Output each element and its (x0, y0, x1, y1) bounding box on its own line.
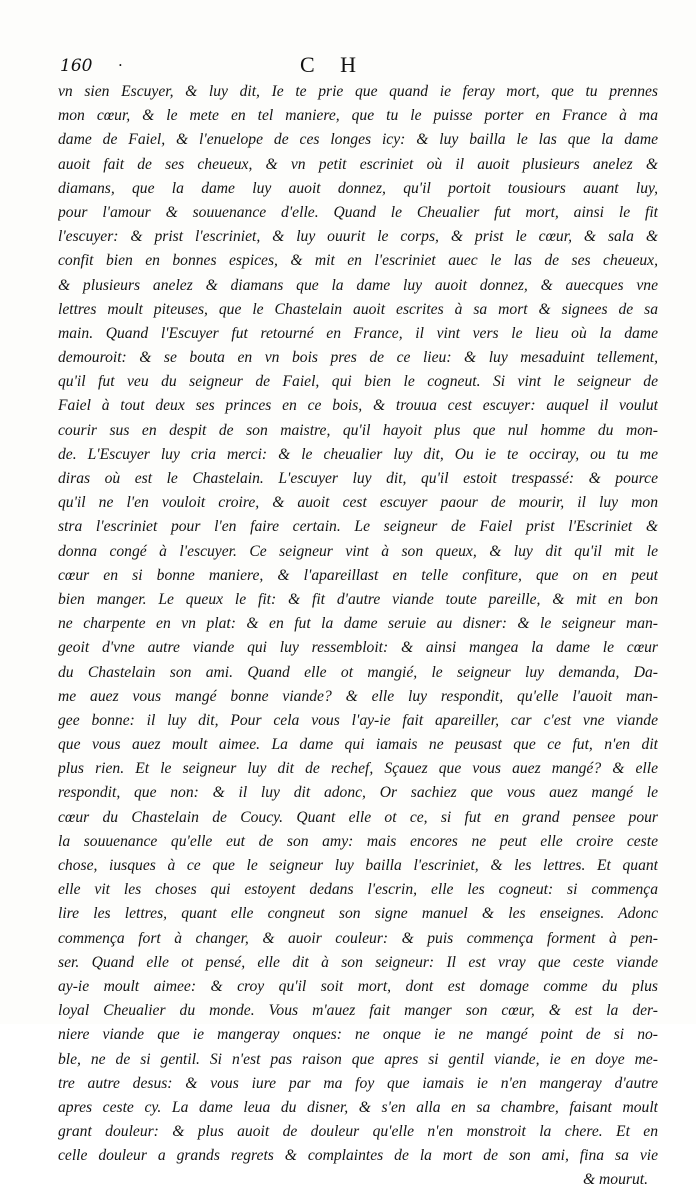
text-line: cœur en si bonne maniere, & l'apareillast en telle confiture, que on en peut (58, 566, 658, 584)
page-header (0, 52, 696, 82)
text-line: qu'il fut veu du seigneur de Faiel, qui bien le cogneut. Si vint le seigneur de (58, 373, 658, 391)
text-line: la souuenance qu'elle eut de son amy: mais encores ne peut elle croire ceste (58, 832, 658, 850)
text-line: pour l'amour & souuenance d'elle. Quand le Cheualier fut mort, ainsi le fit (58, 203, 658, 221)
text-line: courir sus en despit de son maistre, qu'il hayoit plus que nul homme du mon- (58, 421, 658, 439)
text-line: cœur du Chastelain de Coucy. Quant elle ot ce, si fut en grand pensee pour (58, 808, 658, 826)
text-line: auoit fait de ses cheueux, & vn petit escriniet où il auoit plusieurs anelez & (58, 155, 658, 173)
text-line: & plusieurs anelez & diamans que la dame luy auoit donnez, & auecques vne (58, 276, 658, 294)
text-line: du Chastelain son ami. Quand elle ot mangié, le seigneur luy demanda, Da- (58, 663, 658, 681)
text-line: elle vit les choses qui estoyent dedans l'escrin, elle les cogneut: si commença (58, 881, 658, 899)
text-line: apres ceste cy. La dame leua du disner, & s'en alla en sa chambre, faisant moult (58, 1098, 658, 1116)
text-line: geoit d'vne autre viande qui luy ressembloit: & ainsi mangea la dame le cœur (58, 639, 658, 657)
text-line: que vous auez moult aimee. La dame qui iamais ne peusast que ce fut, n'en dit (58, 736, 658, 754)
text-line: bien manger. Le queux le fit: & fit d'autre viande toute pareille, & mit en bon (58, 590, 658, 608)
text-line: qu'il ne l'en vouloit croire, & auoit cest escuyer paour de mourir, il luy mon (58, 494, 658, 512)
text-line: ble, ne de si gentil. Si n'est pas raison que apres si gentil viande, ie en doye me- (58, 1050, 658, 1068)
text-line: commença fort à changer, & auoir couleur: & puis commença forment à pen- (58, 929, 658, 947)
page-number: 160 (60, 56, 93, 76)
text-line: grant douleur: & plus auoit de douleur qu'elle n'en monstroit la chere. Et en (58, 1123, 658, 1141)
page-mark: · (118, 56, 123, 74)
body-text (58, 80, 658, 1193)
text-line: demouroit: & se bouta en vn bois pres de ce lieu: & luy mesaduint tellement, (58, 349, 658, 367)
text-line: Faiel à tout deux ses princes en ce bois, & trouua cest escuyer: auquel il voulut (58, 397, 658, 415)
text-line: l'escuyer: & prist l'escriniet, & luy ouurit le corps, & prist le cœur, & sala & (58, 228, 658, 246)
text-line: donna congé à l'escuyer. Ce seigneur vint à son queux, & luy dit qu'il mit le (58, 542, 658, 560)
text-line: mon cœur, & le mete en tel maniere, que tu le puisse porter en France à ma (58, 107, 658, 125)
text-line: gee bonne: il luy dit, Pour cela vous l'ay-ie fait apareiller, car c'est vne viande (58, 711, 658, 729)
text-line: me auez vous mangé bonne viande? & elle luy respondit, qu'elle l'auoit man- (58, 687, 658, 705)
text-line: vn sien Escuyer, & luy dit, Ie te prie que quand ie feray mort, que tu prennes (58, 83, 658, 100)
text-line: main. Quand l'Escuyer fut retourné en France, il vint vers le lieu où la dame (58, 324, 658, 342)
text-line: de. L'Escuyer luy cria merci: & le cheualier luy dit, Ou ie te occiray, ou tu me (58, 445, 658, 463)
text-line: niere viande que ie mangeray onques: ne onque ie ne mangé point de si no- (58, 1026, 658, 1044)
text-line: diamans, que la dame luy auoit donnez, qu'il portoit tousiours auant luy, (58, 179, 658, 197)
text-line: celle douleur a grands regrets & complaintes de la mort de son ami, fina sa vie (58, 1147, 658, 1165)
text-line: ne charpente en vn plat: & en fut la dame seruie au disner: & le seigneur man- (58, 615, 658, 633)
text-line: dame de Faiel, & l'enuelope de ces longes icy: & luy bailla le las que la dame (58, 131, 658, 149)
text-line: ay-ie moult aimee: & croy qu'il soit mort, dont est domage comme du plus (58, 977, 658, 995)
text-line: confit bien en bonnes espices, & mit en l'escriniet auec le las de ses cheueux, (58, 252, 658, 270)
text-line: loyal Cheualier du monde. Vous m'auez fait manger son cœur, & est la der- (58, 1002, 658, 1020)
text-line: & mourut. (583, 1171, 648, 1189)
text-line: tre autre desus: & vous iure par ma foy que iamais ie n'en mangeray d'autre (58, 1074, 658, 1092)
text-line: diras où est le Chastelain. L'escuyer luy dit, qu'il estoit trespassé: & pource (58, 470, 658, 487)
text-line: lettres moult piteuses, que le Chastelain auoit escrites à sa mort & signees de sa (58, 300, 658, 318)
text-line: stra l'escriniet pour l'en faire certain. Le seigneur de Faiel prist l'Escriniet & (58, 518, 658, 536)
text-line: respondit, que non: & il luy dit adonc, Or sachiez que vous auez mangé le (58, 784, 658, 802)
text-line: ser. Quand elle ot pensé, elle dit à son seigneur: Il est vray que ceste viande (58, 953, 658, 971)
text-line: chose, iusques à ce que le seigneur luy bailla l'escriniet, & les lettres. Et quant (58, 857, 658, 874)
text-line: plus rien. Et le seigneur luy dit de rechef, Sçauez que vous auez mangé? & elle (58, 760, 658, 778)
text-line: lire les lettres, quant elle congneut son signe manuel & les enseignes. Adonc (58, 905, 658, 923)
signature-mark: C H (300, 52, 367, 77)
